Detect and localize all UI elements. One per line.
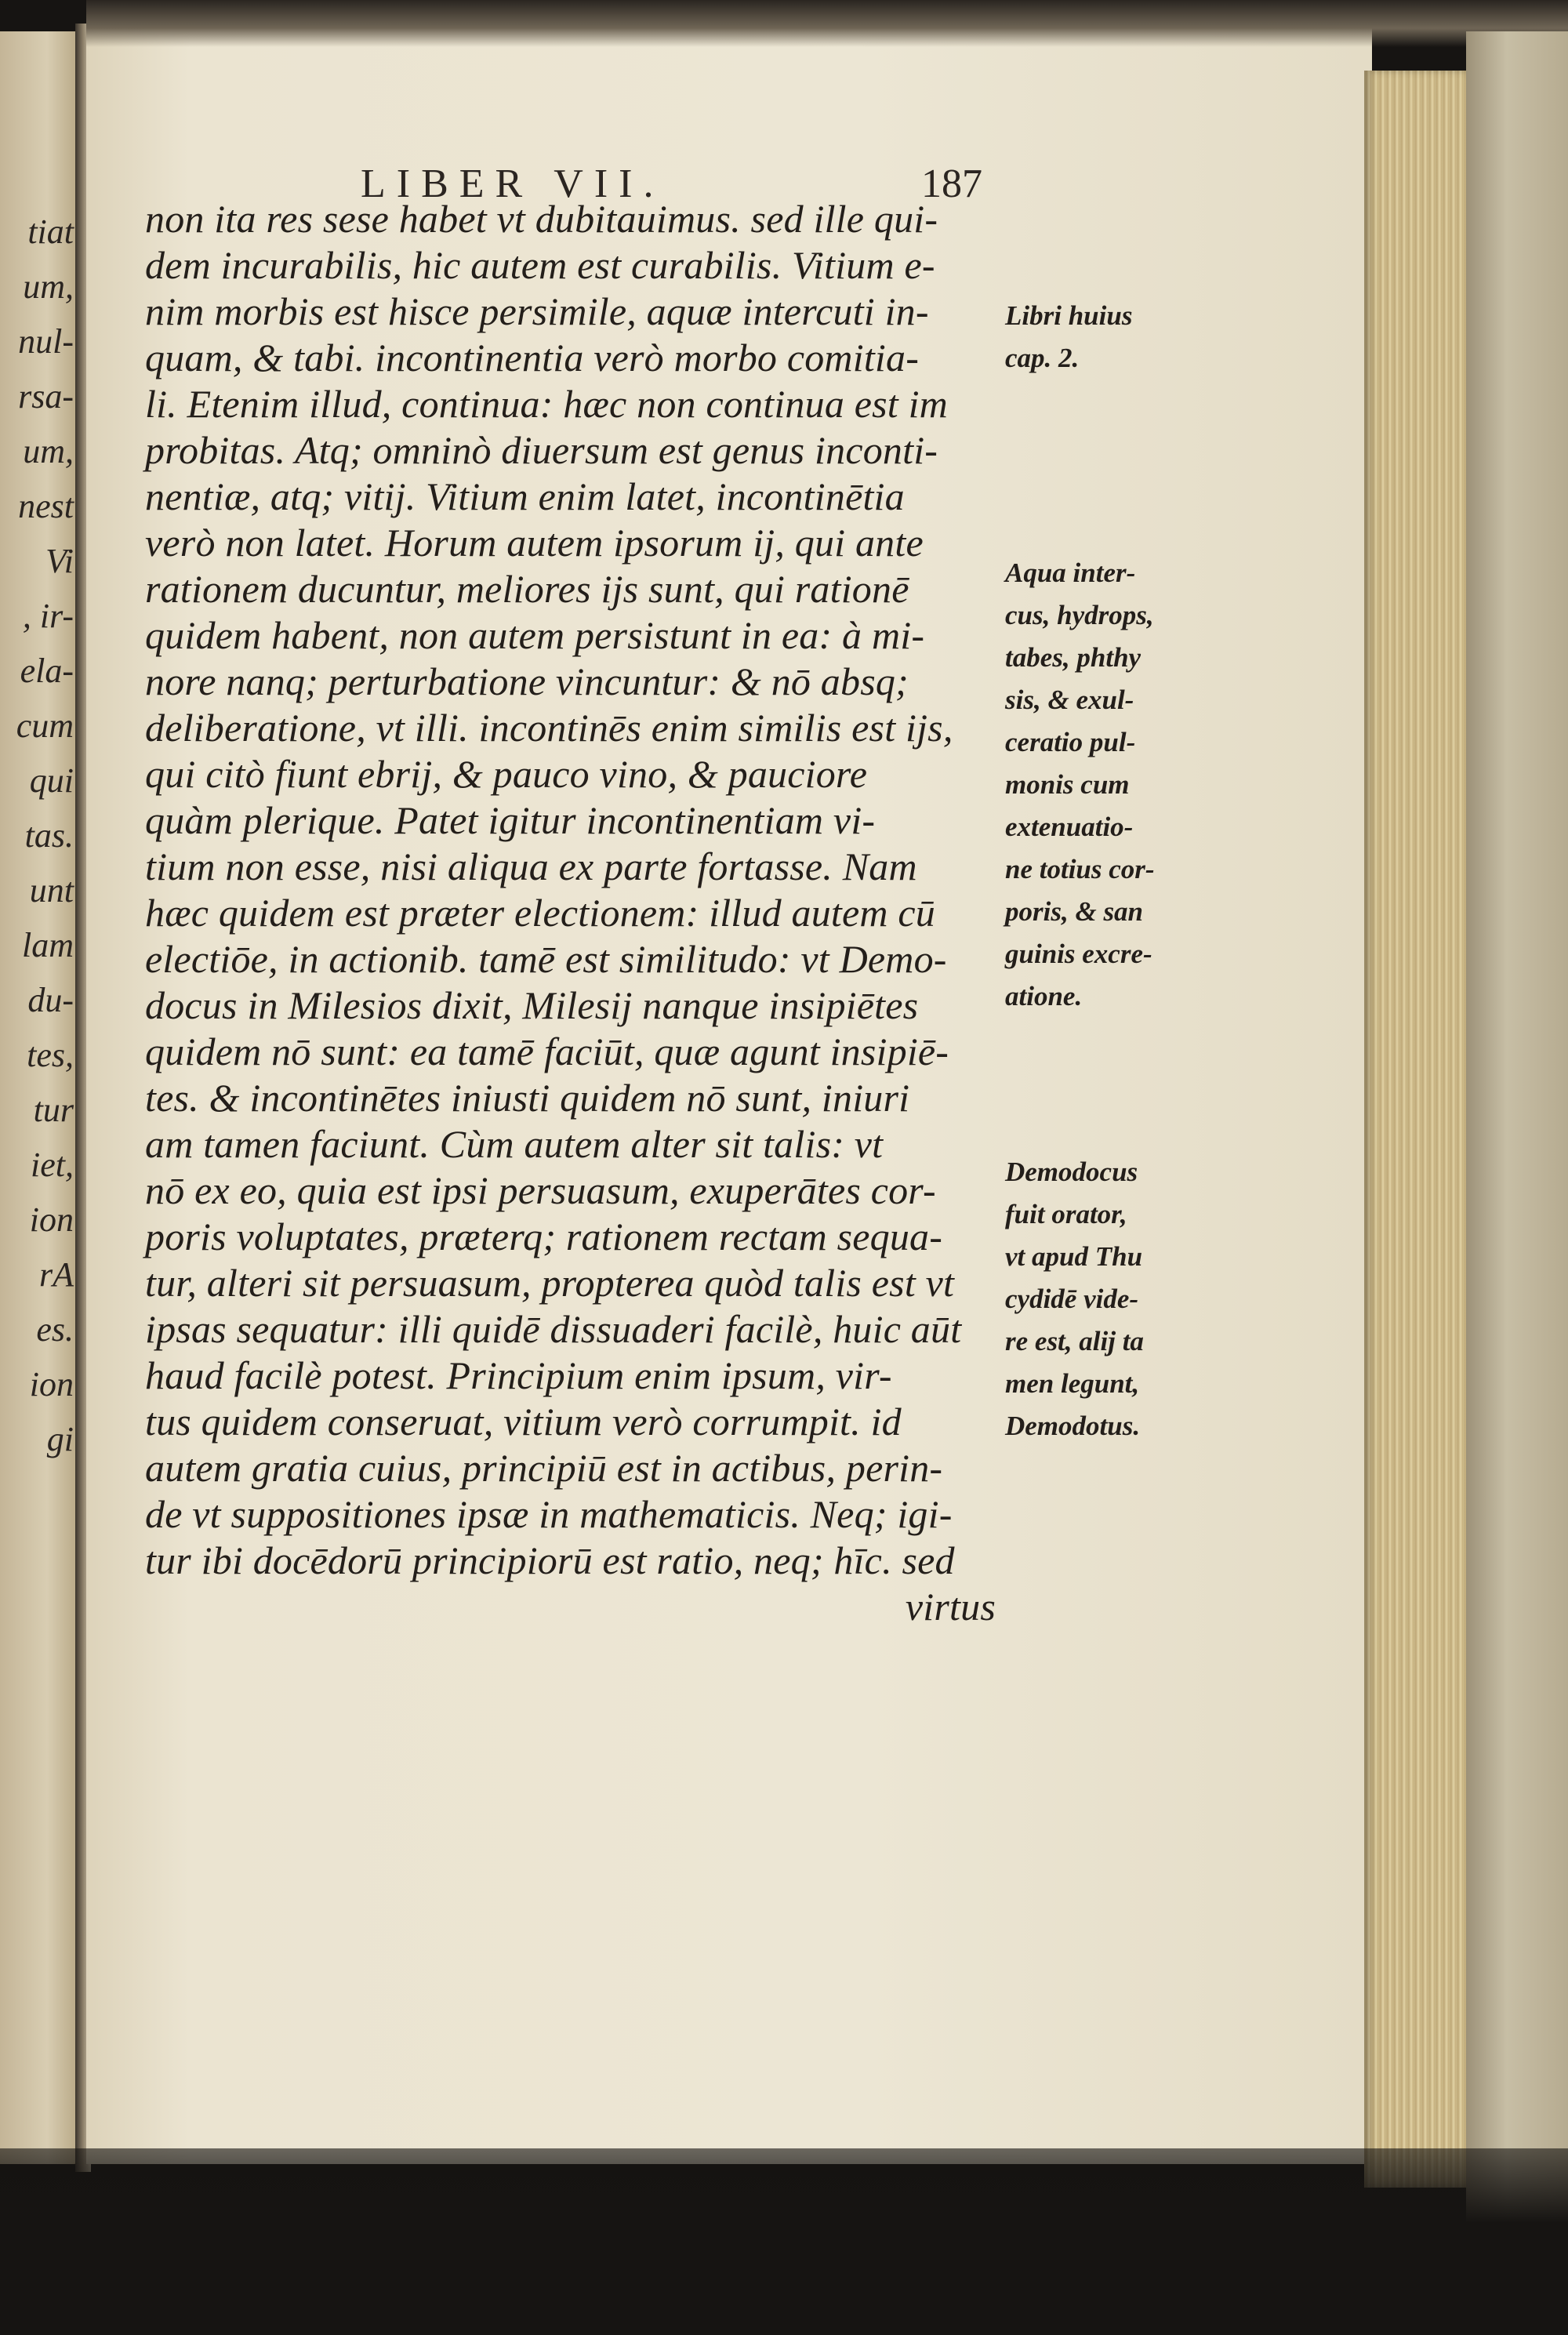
text-line: qui citò fiunt ebrij, & pauco vino, & pauciore xyxy=(145,752,868,796)
text-line: rationem ducuntur, meliores ijs sunt, qui rationē xyxy=(145,567,909,611)
page-number: 187 xyxy=(921,162,982,206)
margin-note-line: cydidē vide- xyxy=(1005,1284,1139,1314)
text-line: deliberatione, vt illi. incontinēs enim similis est ijs, xyxy=(145,706,953,750)
left-page-fragment: um, xyxy=(23,267,74,306)
text-line: non ita res sese habet vt dubitauimus. sed ille qui- xyxy=(145,197,938,241)
margin-note-line: cap. 2. xyxy=(1005,343,1080,373)
margin-note-line: poris, & san xyxy=(1005,896,1144,927)
left-page-fragment: du- xyxy=(27,981,74,1019)
margin-note-line: re est, alij ta xyxy=(1005,1326,1144,1356)
margin-note-line: cus, hydrops, xyxy=(1005,600,1154,630)
margin-note-line: Libri huius xyxy=(1005,300,1133,331)
text-line: docus in Milesios dixit, Milesij nanque insipiētes xyxy=(145,983,919,1027)
left-page-fragment: tes, xyxy=(27,1036,74,1074)
running-head: LIBER VII. xyxy=(361,162,665,206)
text-line: li. Etenim illud, continua: hæc non continua est im xyxy=(145,382,948,426)
margin-note-line: vt apud Thu xyxy=(1005,1241,1143,1272)
left-page-fragment: um, xyxy=(23,432,74,470)
left-page-fragment: Vi xyxy=(45,542,74,580)
margin-note-line: Aqua inter- xyxy=(1005,557,1136,588)
margin-note-line: extenuatio- xyxy=(1005,812,1134,842)
left-page-fragment: ion xyxy=(29,1200,74,1239)
margin-note-line: men legunt, xyxy=(1005,1368,1140,1399)
left-page-fragment: tiat xyxy=(27,212,74,251)
text-line: am tamen faciunt. Cùm autem alter sit talis: vt xyxy=(145,1122,884,1166)
left-page-fragment: nest xyxy=(18,487,74,525)
margin-note-line: Demodotus. xyxy=(1005,1411,1141,1441)
margin-note-line: atione. xyxy=(1005,981,1083,1011)
text-line: nō ex eo, quia est ipsi persuasum, exuperātes cor- xyxy=(145,1168,936,1212)
text-line: quidem habent, non autem persistunt in ea: à mi- xyxy=(145,613,925,657)
margin-notes xyxy=(1005,295,1213,1447)
text-line: electiōe, in actionib. tamē est similitudo: vt Demo- xyxy=(145,937,947,981)
text-line: tus quidem conseruat, vitium verò corrumpit. id xyxy=(145,1400,902,1443)
margin-note-line: fuit orator, xyxy=(1005,1199,1127,1229)
text-line: probitas. Atq; omninò diuersum est genus inconti- xyxy=(145,428,938,472)
margin-note-line: ceratio pul- xyxy=(1005,727,1136,757)
text-line: autem gratia cuius, principiū est in actibus, perin- xyxy=(145,1446,943,1490)
text-line: verò non latet. Horum autem ipsorum ij, qui ante xyxy=(145,521,924,565)
text-line: tur ibi docēdorū principiorū est ratio, neq; hīc. sed xyxy=(145,1538,955,1582)
margin-note-line: Demodocus xyxy=(1005,1157,1138,1187)
margin-note xyxy=(1005,295,1213,379)
margin-note-line: monis cum xyxy=(1005,769,1130,800)
main-text-block xyxy=(145,196,996,1630)
text-line: quidem nō sunt: ea tamē faciūt, quæ agunt insipiē- xyxy=(145,1030,949,1073)
text-line: tes. & incontinētes iniusti quidem nō sunt, iniuri xyxy=(145,1076,910,1120)
margin-note xyxy=(1005,1151,1213,1447)
left-page-fragment: , ir- xyxy=(22,597,74,635)
page-top-shadow xyxy=(86,0,1568,47)
left-page-fragment: nul- xyxy=(18,322,74,361)
margin-note-line: guinis excre- xyxy=(1005,939,1152,969)
left-page-fragment: ion xyxy=(29,1365,74,1404)
margin-note xyxy=(1005,552,1213,1018)
text-line: quàm plerique. Patet igitur incontinentiam vi- xyxy=(145,798,876,842)
left-page-fragment: es. xyxy=(36,1310,74,1349)
left-page-fragment: gi xyxy=(46,1420,74,1458)
text-line: nim morbis est hisce persimile, aquæ intercuti in- xyxy=(145,289,929,333)
text-line: haud facilè potest. Principium enim ipsum, vir- xyxy=(145,1353,892,1397)
text-line: quam, & tabi. incontinentia verò morbo comitia- xyxy=(145,336,920,379)
catchword: virtus xyxy=(905,1585,996,1629)
left-page-fragment: rA xyxy=(39,1255,74,1294)
left-page-edge xyxy=(0,31,78,2164)
left-page-fragment: rsa- xyxy=(18,377,74,416)
left-page-fragment: tur xyxy=(33,1091,74,1129)
text-line: de vt suppositiones ipsæ in mathematicis. Neq; igi- xyxy=(145,1492,953,1536)
text-line: dem incurabilis, hic autem est curabilis. Vitium e- xyxy=(145,243,935,287)
left-page-fragment: ela- xyxy=(20,652,74,690)
text-line: tur, alteri sit persuasum, propterea quòd talis est vt xyxy=(145,1261,955,1305)
text-line: poris voluptates, præterq; rationem rectam sequa- xyxy=(145,1215,943,1258)
left-page-fragment: qui xyxy=(29,761,74,800)
margin-note-line: ne totius cor- xyxy=(1005,854,1155,884)
text-line: ipsas sequatur: illi quidē dissuaderi facilè, huic aūt xyxy=(145,1307,962,1351)
text-line: tium non esse, nisi aliqua ex parte fortasse. Nam xyxy=(145,844,917,888)
bottom-shadow xyxy=(0,2148,1568,2335)
text-line: nentiæ, atq; vitij. Vitium enim latet, incontinētia xyxy=(145,474,905,518)
text-line: hæc quidem est præter electionem: illud autem cū xyxy=(145,891,935,935)
margin-note-line: tabes, phthy xyxy=(1005,642,1142,673)
page-fore-edge xyxy=(1364,71,1474,2188)
left-page-fragment: lam xyxy=(22,926,74,964)
left-page-fragment: tas. xyxy=(24,816,74,855)
book-cover-edge xyxy=(1466,31,1568,2227)
left-page-fragment: unt xyxy=(29,871,74,910)
left-page-fragment: iet, xyxy=(31,1146,74,1184)
left-page-fragment: cum xyxy=(16,706,74,745)
text-line: nore nanq; perturbatione vincuntur: & nō absq; xyxy=(145,659,909,703)
margin-note-line: sis, & exul- xyxy=(1005,685,1134,715)
